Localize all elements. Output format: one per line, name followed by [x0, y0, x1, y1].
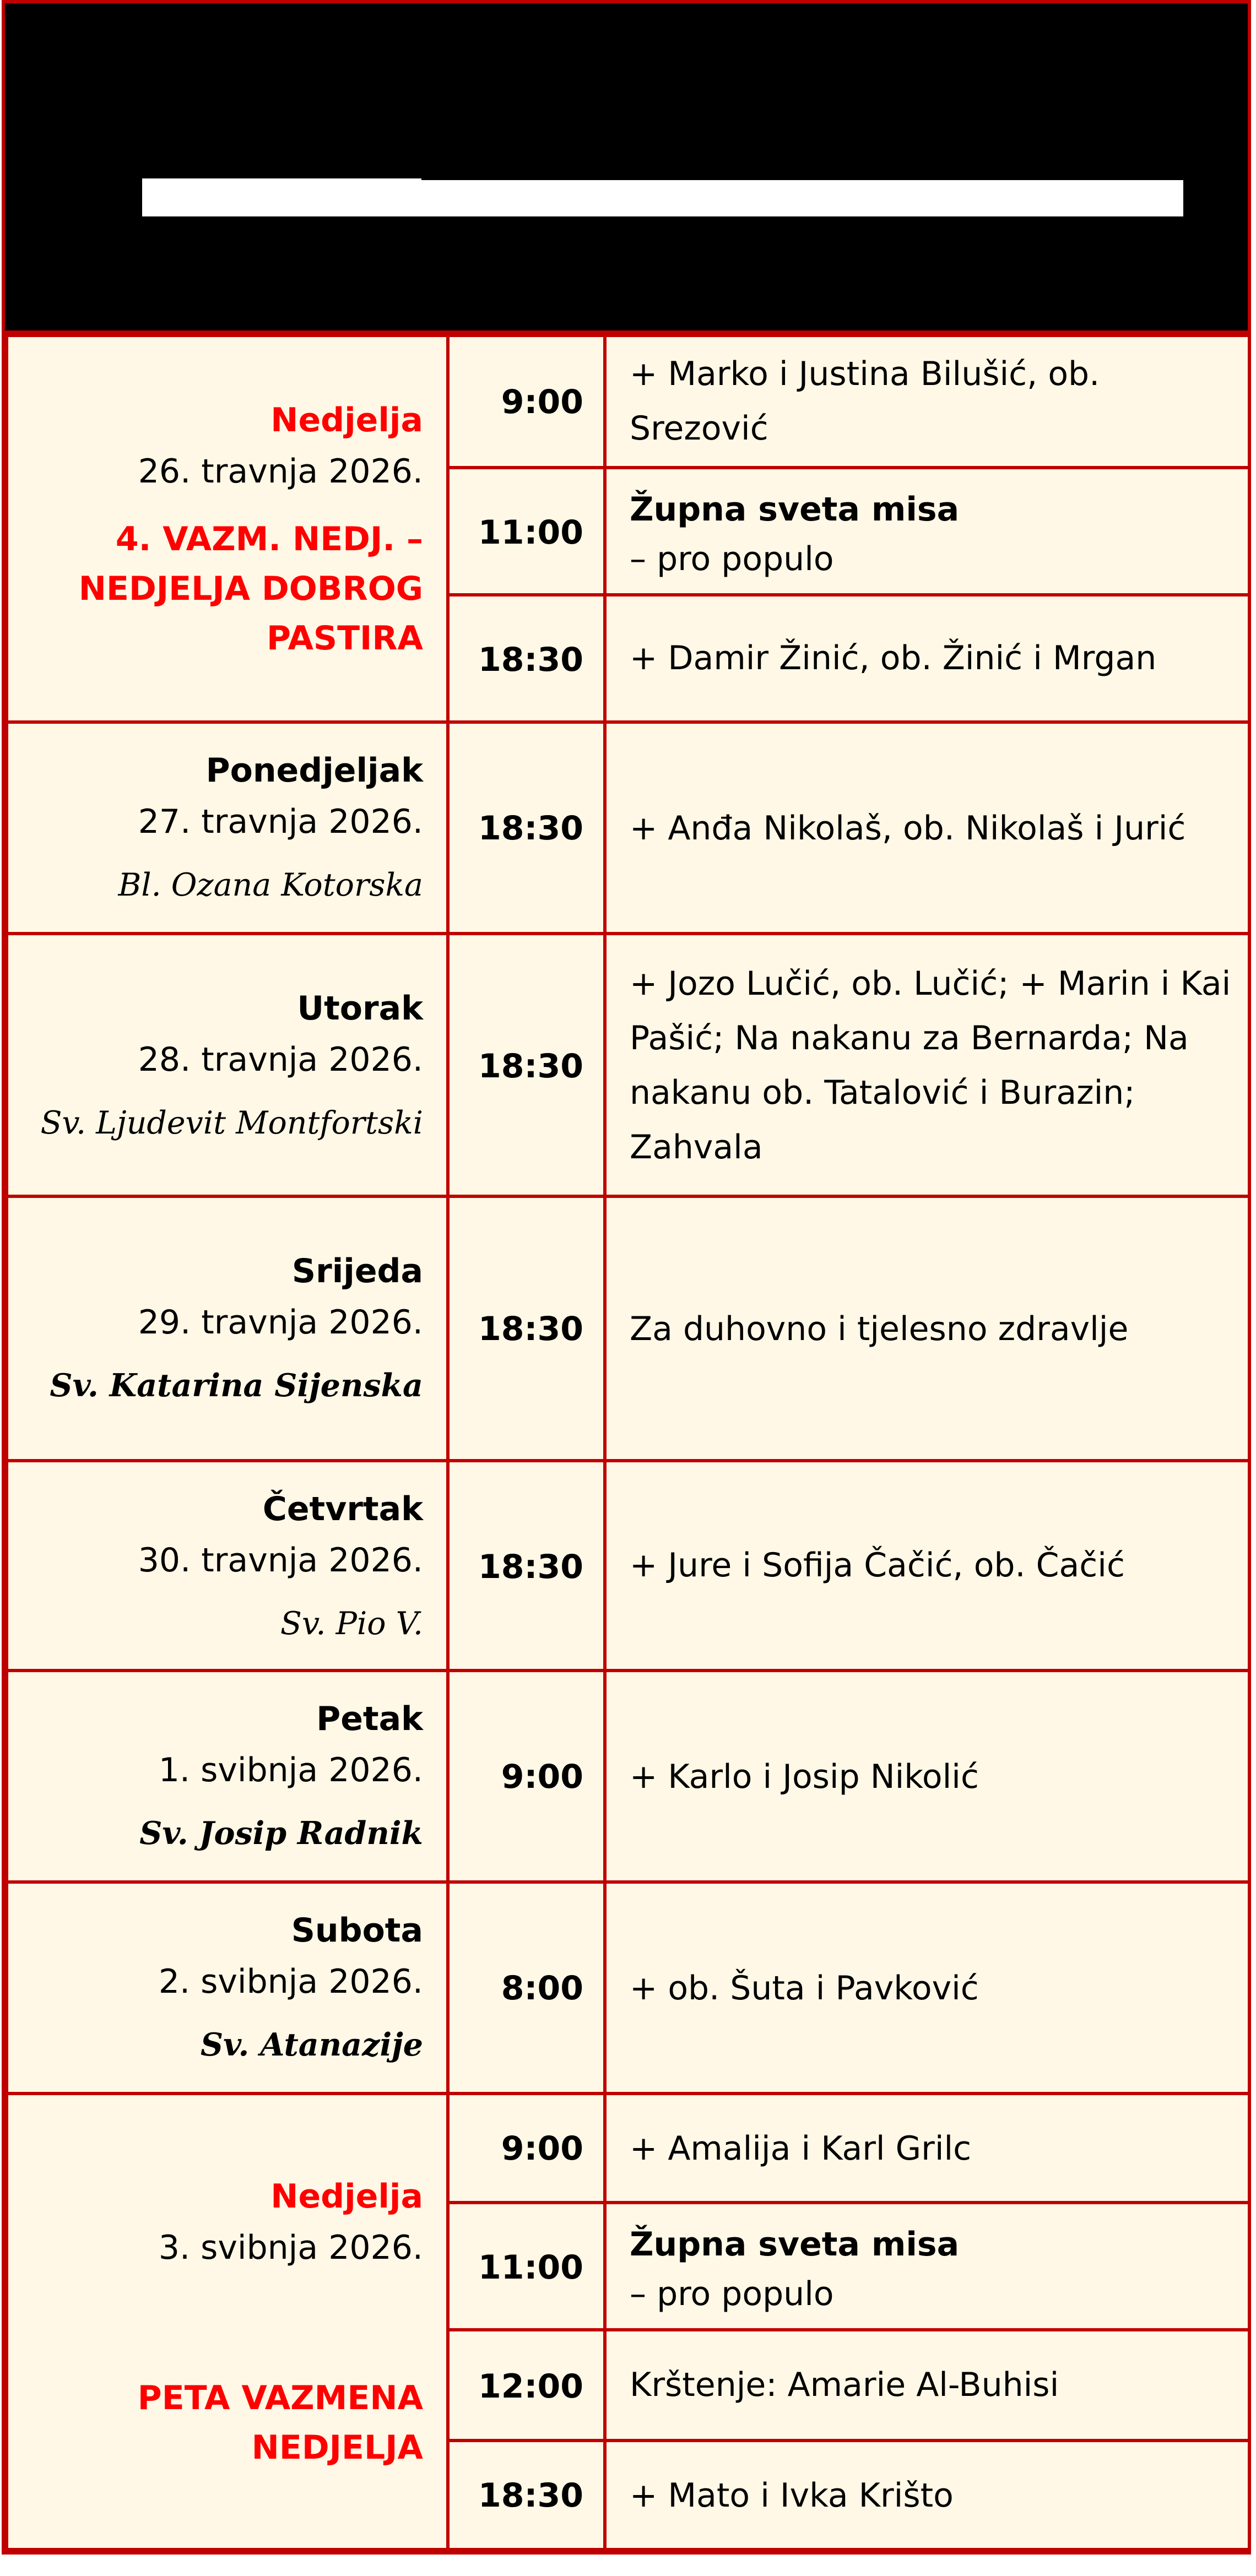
table-row [7, 1671, 1249, 1882]
mass-intention: + Karlo i Josip Nikolić [605, 1671, 1249, 1882]
saint-of-day: Sv. Pio V. [280, 1605, 423, 1642]
schedule-table [5, 334, 1251, 2551]
mass-time: 18:30 [448, 595, 605, 722]
day-cell [7, 934, 448, 1196]
mass-time: 18:30 [448, 1461, 605, 1671]
table-row [7, 934, 1249, 1196]
day-date: 1. svibnja 2026. [158, 1750, 423, 1789]
feast-title: 4. VAZM. NEDJ. – NEDJELJA DOBROG PASTIRA [78, 519, 423, 658]
intention-title: Župna sveta misa [630, 2224, 960, 2264]
intention-title: Župna sveta misa [630, 489, 960, 529]
day-date: 30. travnja 2026. [138, 1539, 423, 1579]
day-name: Subota [291, 1910, 423, 1950]
day-name: Utorak [297, 987, 423, 1027]
saint-of-day: Sv. Josip Radnik [139, 1816, 423, 1852]
mass-schedule [2, 0, 1251, 2555]
mass-intention: Krštenje: Amarie Al-Buhisi [605, 2330, 1249, 2441]
mass-time: 18:30 [448, 2441, 605, 2550]
mass-time: 9:00 [448, 1671, 605, 1882]
mass-time: 18:30 [448, 722, 605, 934]
saint-of-day: Sv. Katarina Sijenska [50, 1368, 423, 1404]
mass-intention: + Anđa Nikolaš, ob. Nikolaš i Jurić [605, 722, 1249, 934]
mass-intention: + Mato i Ivka Krišto [605, 2441, 1249, 2550]
header-bar [142, 180, 1183, 216]
header-banner [5, 3, 1248, 334]
day-cell [7, 1461, 448, 1671]
mass-time: 8:00 [448, 1882, 605, 2094]
day-name: Srijeda [291, 1251, 423, 1290]
day-name: Nedjelja [270, 400, 423, 440]
mass-intention: + Damir Žinić, ob. Žinić i Mrgan [605, 595, 1249, 722]
day-date: 27. travnja 2026. [138, 801, 423, 841]
mass-time: 9:00 [448, 335, 605, 468]
day-date: 28. travnja 2026. [138, 1038, 423, 1078]
day-cell [7, 722, 448, 934]
table-row [7, 1882, 1249, 2094]
mass-time: 18:30 [448, 1196, 605, 1461]
mass-intention: + Amalija i Karl Grilc [605, 2094, 1249, 2203]
day-cell [7, 335, 448, 722]
mass-time: 9:00 [448, 2094, 605, 2203]
mass-time: 12:00 [448, 2330, 605, 2441]
saint-of-day: Bl. Ozana Kotorska [118, 867, 423, 904]
saint-of-day: Sv. Atanazije [200, 2027, 423, 2064]
mass-time: 11:00 [448, 2203, 605, 2330]
table-row [7, 1461, 1249, 1671]
day-date: 26. travnja 2026. [138, 451, 423, 491]
mass-intention [605, 468, 1249, 595]
saint-of-day: Sv. Ljudevit Montfortski [40, 1104, 423, 1141]
mass-intention: + Jure i Sofija Čačić, ob. Čačić [605, 1461, 1249, 1671]
mass-intention [605, 2203, 1249, 2330]
day-name: Petak [316, 1699, 423, 1738]
day-cell [7, 1196, 448, 1461]
mass-intention: + Jozo Lučić, ob. Lučić; + Marin i Kai Pašić; Na nakanu za Bernarda; Na nakanu ob. Tatalović i Burazin; Zahvala [605, 934, 1249, 1196]
mass-intention: + Marko i Justina Bilušić, ob. Srezović [605, 335, 1249, 468]
day-cell [7, 2094, 448, 2550]
mass-intention: + ob. Šuta i Pavković [605, 1882, 1249, 2094]
day-date: 29. travnja 2026. [138, 1302, 423, 1342]
intention-note: – pro populo [630, 2274, 834, 2313]
table-row [7, 1196, 1249, 1461]
table-row [7, 722, 1249, 934]
day-cell [7, 1882, 448, 2094]
day-date: 3. svibnja 2026. [158, 2227, 423, 2267]
day-cell [7, 1671, 448, 1882]
feast-title: PETA VAZMENA NEDJELJA [137, 2378, 423, 2467]
day-name: Nedjelja [270, 2176, 423, 2216]
mass-time: 11:00 [448, 468, 605, 595]
mass-intention: Za duhovno i tjelesno zdravlje [605, 1196, 1249, 1461]
intention-note: – pro populo [630, 539, 834, 578]
table-row [7, 335, 1249, 468]
day-date: 2. svibnja 2026. [158, 1961, 423, 2001]
mass-time: 18:30 [448, 934, 605, 1196]
day-name: Ponedjeljak [205, 750, 423, 790]
table-row [7, 2094, 1249, 2203]
day-name: Četvrtak [262, 1488, 423, 1528]
